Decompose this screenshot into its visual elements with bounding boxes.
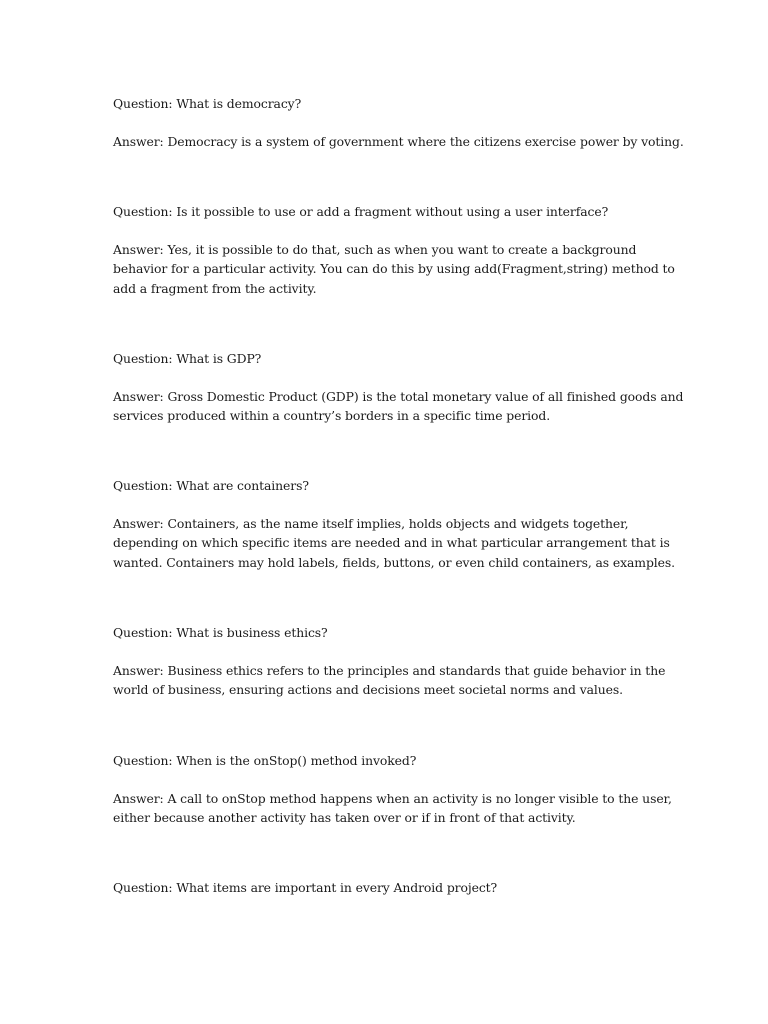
answer-line: Answer: A call to onStop method happens when an activity is no longer visible to the user, bbox=[113, 791, 672, 806]
answer-block bbox=[113, 661, 665, 700]
question-text: Question: What is democracy? bbox=[113, 96, 302, 111]
answer-line: services produced within a country’s borders in a specific time period. bbox=[113, 408, 551, 424]
answer-block bbox=[113, 240, 675, 298]
answer-line: world of business, ensuring actions and decisions meet societal norms and values. bbox=[113, 682, 623, 698]
question-text: Question: When is the onStop() method invoked? bbox=[113, 753, 417, 768]
answer-line: Answer: Gross Domestic Product (GDP) is the total monetary value of all finished goods and bbox=[113, 389, 684, 404]
answer-block bbox=[113, 132, 684, 151]
answer-block bbox=[113, 514, 675, 572]
answer-line: Answer: Democracy is a system of government where the citizens exercise power by voting. bbox=[113, 134, 684, 149]
answer-line: depending on which specific items are needed and in what particular arrangement that is bbox=[113, 535, 670, 551]
answer-line: wanted. Containers may hold labels, fields, buttons, or even child containers, as examples. bbox=[113, 554, 675, 570]
answer-line: add a fragment from the activity. bbox=[113, 280, 317, 296]
answer-line: Answer: Yes, it is possible to do that, such as when you want to create a background bbox=[113, 242, 637, 257]
answer-line: behavior for a particular activity. You can do this by using add(Fragment,string) method to bbox=[113, 261, 675, 277]
question-text: Question: What are containers? bbox=[113, 478, 309, 493]
question-text: Question: What is business ethics? bbox=[113, 625, 328, 640]
question-text: Question: Is it possible to use or add a fragment without using a user interface? bbox=[113, 204, 609, 219]
answer-block bbox=[113, 387, 683, 426]
answer-block bbox=[113, 789, 672, 828]
answer-line: Answer: Containers, as the name itself implies, holds objects and widgets together, bbox=[113, 516, 629, 531]
answer-line: Answer: Business ethics refers to the principles and standards that guide behavior in the bbox=[113, 663, 666, 678]
question-text: Question: What is GDP? bbox=[113, 351, 262, 366]
question-text: Question: What items are important in every Android project? bbox=[113, 880, 498, 895]
answer-line: either because another activity has taken over or if in front of that activity. bbox=[113, 810, 576, 826]
